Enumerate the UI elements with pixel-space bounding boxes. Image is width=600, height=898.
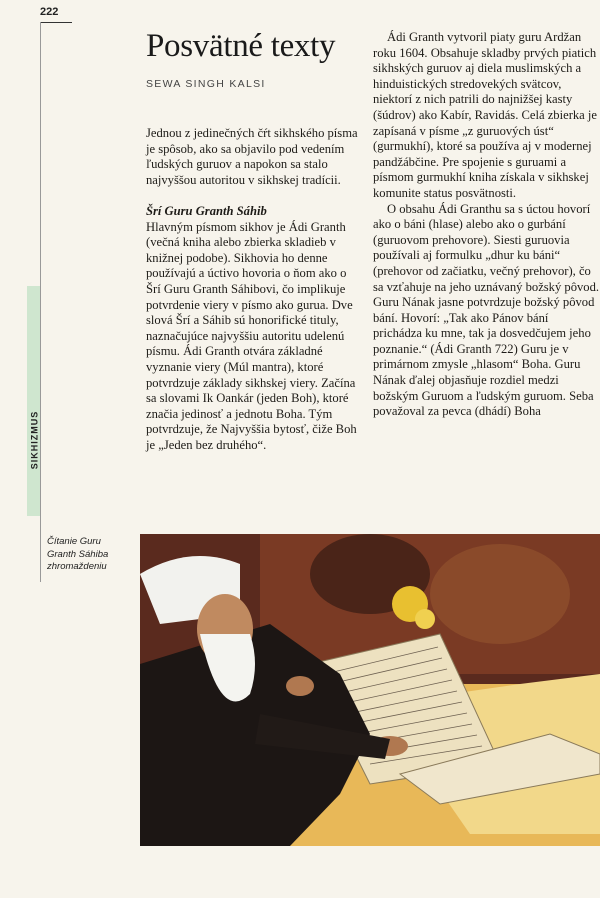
article-title: Posvätné texty [146, 28, 336, 64]
body-paragraph: Hlavným písmom sikhov je Ádi Granth (večná kniha alebo zbierka skladieb v knižnej podobe). Sikhovia ho denne používajú a úctivo hovoria o ňom ako o Šrí Guru Granth Sáhibovi, čo implikuje potvrdenie viery v písmo ako gurua. Dve slová Šrí a Sáhib sú honorifické tituly, naznačujúce najvyššiu autoritu udelenú písmu. Ádi Granth otvára základné vyznanie viery (Múl mantra), ktoré potvrdzuje základy sikhskej viery. Začína sa slovami Ik Oankár (jeden Boh), ktoré značia jedinosť a jednotu Boha. Tým potvrdzuje, že Najvyššia bytosť, čiže Boh je „Jeden bez druhého“. [146, 219, 357, 452]
lead-paragraph: Jednou z jedinečných čŕt sikhského písma je spôsob, ako sa objavilo pod vedením ľudských guruov a napokon sa stalo najvyššou autoritou v sikhskej tradícii. [146, 126, 358, 187]
section-heading: Šrí Guru Granth Sáhib [146, 203, 267, 218]
photo-caption: Čítanie Guru Granth Sáhiba zhromaždeniu [47, 536, 109, 572]
section-label-text: SIKHIZMUS [29, 410, 39, 470]
section-label [26, 380, 42, 500]
photo-reading-scripture [140, 534, 600, 846]
page-number: 222 [40, 6, 59, 18]
right-column [373, 30, 600, 420]
article-author: SEWA SINGH KALSI [146, 78, 266, 90]
body-paragraph-2: O obsahu Ádi Granthu sa s úctou hovorí ako o báni (hlase) alebo ako o gurbání (guruovom prehovore). Siesti guruovia používali aj formulku „dhur ku báni“ (prehovor od začiatku, večný prehovor), čo sa vzťahuje na jeho uznávaný božský pôvod. Guru Nának jasne potvrdzuje božský pôvod bání. Hovorí: „Tak ako Pánov bání prichádza ku mne, tak ja dosvedčujem jeho poznanie.“ (Ádi Granth 722) Guru je v primárnom zmysle „hlasom“ Boha. Guru Nának ďalej objasňuje rozdiel medzi božským Guruom a ľudským guruom. Seba považoval za pevca (dhádí) Boha [373, 201, 600, 419]
left-column [146, 126, 358, 453]
body-paragraph-1: Ádi Granth vytvoril piaty guru Ardžan roku 1604. Obsahuje skladby prvých piatich sikhských guruov aj diela muslimských a hinduistických stredovekých svätcov, niektorí z nich patrili do najnižšej kasty (šúdrov) ako Kabír, Ravidás. Celá zbierka je zapísaná v písme „z guruových úst“ (gurmukhí), ktoré sa používa aj v modernej pandžábčine. Pre spojenie s guruami a písmom gurmukhí kniha získala v sikhskej komunite status posvätnosti. [373, 30, 598, 200]
top-rule [40, 22, 72, 23]
